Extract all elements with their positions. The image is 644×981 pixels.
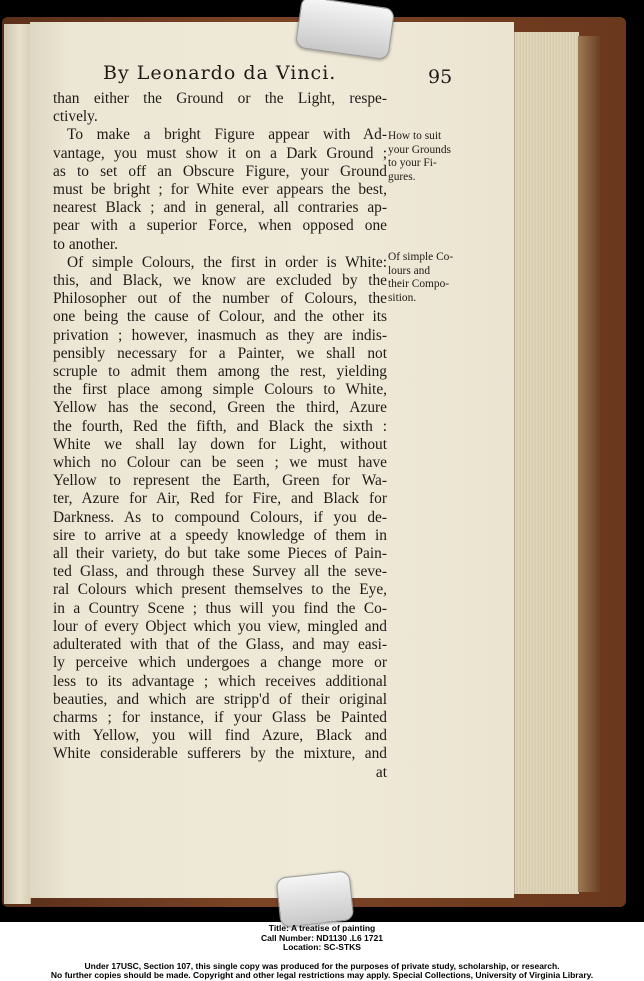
text-line: To make a bright Figure appear with Ad-: [67, 126, 387, 144]
text-line: one being the cause of Colour, and the other its: [53, 308, 387, 326]
text-line: adulterated with that of the Glass, and may easi-: [53, 636, 387, 654]
text-line: Yellow to represent the Earth, Green for Wa-: [53, 472, 387, 490]
text-line: pear with a superior Force, when opposed one: [53, 217, 387, 235]
text-line: as to set off an Obscure Figure, your Ground: [53, 162, 387, 180]
text-line: nearest Black ; and in general, all contraries ap-: [53, 199, 387, 217]
margin-note-line: your Grounds: [388, 143, 451, 156]
text-line: White considerable sufferers by the mixture, and: [53, 745, 387, 763]
margin-note-line: How to suit: [388, 130, 442, 142]
running-head: By Leonardo da Vinci.: [103, 62, 337, 84]
margin-note-line: Of simple Co-: [388, 251, 454, 263]
text-line: must be bright ; for White ever appears the best,: [53, 181, 387, 199]
page-number: 95: [428, 66, 453, 88]
text-line: ted Glass, and through these Survey all the seve-: [53, 563, 387, 581]
text-line: all their variety, do but take some Pieces of Pain-: [53, 545, 387, 563]
text-line: ctively.: [53, 108, 98, 126]
text-line: charms ; for instance, if your Glass be Painted: [53, 708, 387, 726]
text-line: than either the Ground or the Light, respe-: [53, 90, 387, 107]
margin-note-line: sition.: [388, 291, 417, 304]
margin-note-line: to your Fi-: [388, 157, 437, 169]
book-gutter: [4, 24, 31, 904]
library-footer: [0, 924, 644, 981]
text-line: Yellow has the second, Green the third, Azure: [53, 399, 387, 417]
page-clip-bottom: [276, 870, 355, 927]
margin-note-grounds: [388, 130, 480, 184]
text-line: lour of every Object which you view, mingled and: [53, 617, 387, 635]
text-line: ly perceive which undergoes a change more or: [53, 654, 387, 672]
text-line: Darkness. As to compound Colours, if you de-: [53, 508, 387, 526]
footer-notice: Under 17USC, Section 107, this single copy was produced for the purposes of private study, scholarship, or research.: [84, 960, 560, 971]
text-line: the first place among simple Colours to White,: [53, 381, 387, 399]
page-edges: [514, 32, 579, 894]
text-line: in a Country Scene ; thus will you find the Co-: [53, 599, 387, 617]
catchword: at: [375, 763, 387, 781]
text-line: this, and Black, we know are excluded by the: [53, 272, 387, 290]
margin-note-colours: [388, 251, 480, 305]
text-line: vantage, you must show it on a Dark Ground ;: [53, 144, 387, 162]
text-line: which no Colour can be seen ; we must have: [53, 454, 387, 472]
text-line: Philosopher out of the number of Colours, the: [53, 290, 387, 308]
margin-note-line: their Compo-: [388, 278, 450, 290]
text-line: the fourth, Red the fifth, and Black the sixth :: [53, 417, 387, 435]
text-line: Of simple Colours, the first in order is White:: [67, 253, 387, 271]
text-line: pensibly necessary for a Painter, we shall not: [53, 344, 387, 362]
footer-notice: No further copies should be made. Copyright and other legal restrictions may apply. Special Collections, University of Virginia Library.: [50, 970, 594, 981]
margin-note-line: lours and: [388, 264, 431, 277]
footer-title: Title: A treatise of painting: [268, 923, 376, 933]
text-line: sire to arrive at a speedy knowledge of them in: [53, 526, 387, 544]
text-line: ral Colours which present themselves to the Eye,: [53, 581, 387, 599]
footer-call-number: Call Number: ND1130 .L6 1721: [261, 932, 383, 943]
text-line: ter, Azure for Air, Red for Fire, and Black for: [53, 490, 387, 508]
text-line: scruple to admit them among the rest, yielding: [53, 363, 387, 381]
text-line: with Yellow, you will find Azure, Black and: [53, 727, 387, 745]
body-text: [53, 90, 387, 782]
cover-edge: [578, 36, 600, 892]
text-line: privation ; however, inasmuch as they are indis-: [53, 326, 387, 344]
text-line: less to its advantage ; which receives additional: [53, 672, 387, 690]
margin-note-line: gures.: [388, 170, 416, 183]
text-line: White we shall lay down for Light, without: [53, 435, 387, 453]
text-line: beauties, and which are stripp'd of their original: [53, 690, 387, 708]
text-line: to another.: [53, 235, 118, 253]
footer-location: Location: SC-STKS: [283, 942, 361, 953]
